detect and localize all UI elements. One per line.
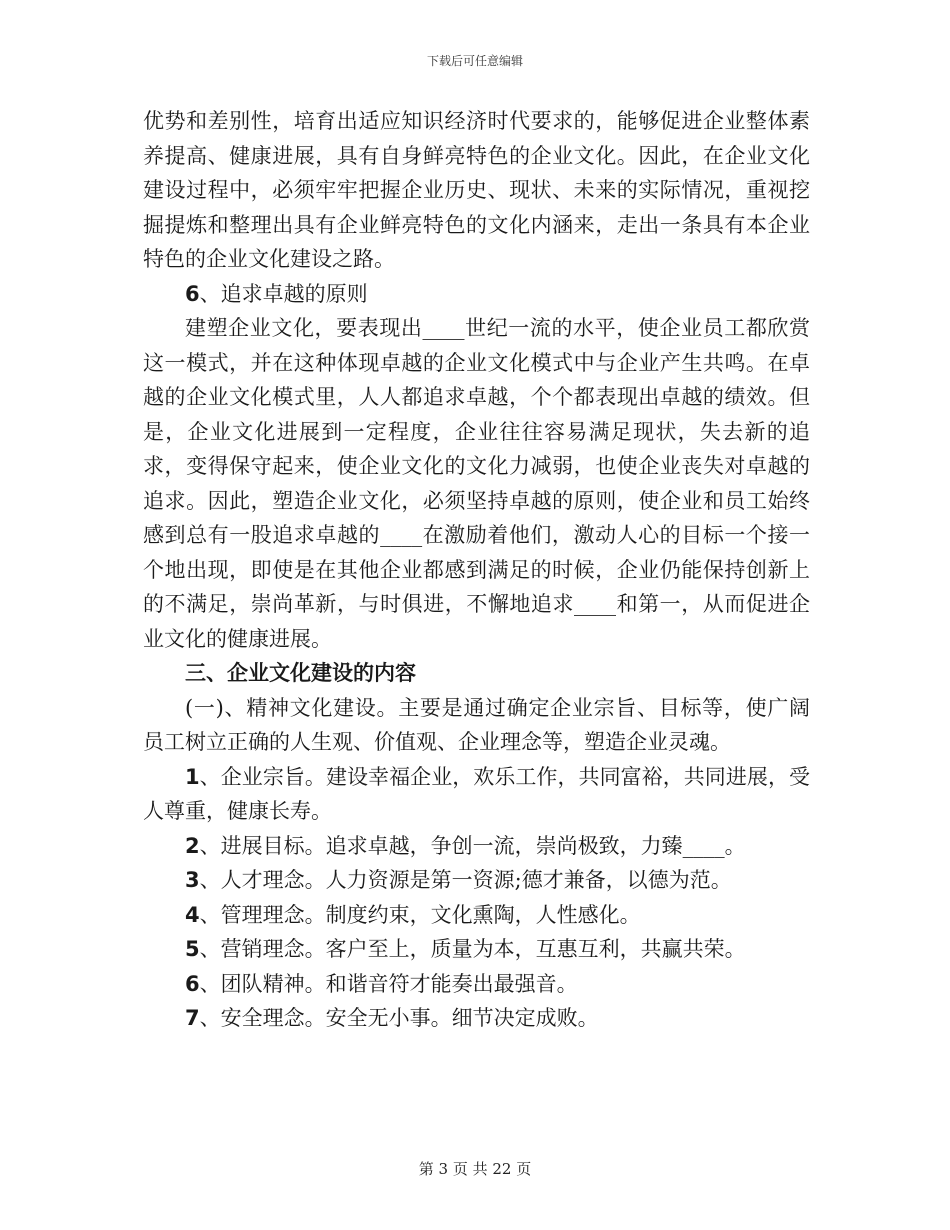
list-item-text: 、营销理念。客户至上，质量为本，互惠互利，共赢共荣。 xyxy=(199,937,746,961)
list-item xyxy=(143,898,810,933)
list-item-number: 3 xyxy=(185,868,200,892)
list-item-number: 6 xyxy=(185,971,200,996)
paragraph-culture-features: 优势和差别性，培育出适应知识经济时代要求的，能够促进企业整体素养提高、健康进展，具有自身鲜亮特色的企业文化。因此，在企业文化建设过程中，必须牢牢把握企业历史、现状、未来的实际情况，重视挖掘提炼和整理出具有企业鲜亮特色的文化内涵来，走出一条具有本企业特色的企业文化建设之路。 xyxy=(143,109,810,271)
list-item-number: 7 xyxy=(185,1006,200,1030)
subheading-excellence-principle xyxy=(143,277,810,312)
list-item-text: 、企业宗旨。建设幸福企业，欢乐工作，共同富裕，共同进展，受人尊重，健康长寿。 xyxy=(143,764,810,823)
list-item-text: 、团队精神。和谐音符才能奏出最强音。 xyxy=(199,971,578,996)
page-header: 下载后可任意编辑 xyxy=(426,54,523,68)
list-item-number: 1 xyxy=(185,764,200,789)
list-item-number: 4 xyxy=(185,902,200,927)
list-item xyxy=(143,863,810,898)
list-item xyxy=(143,760,810,829)
document-body xyxy=(143,104,810,1036)
list-item xyxy=(143,967,810,1002)
list-item-number: 5 xyxy=(185,937,200,961)
subheading-number: 6 xyxy=(185,281,200,306)
subheading-text: 、追求卓越的原则 xyxy=(199,281,368,306)
item-list xyxy=(143,760,810,1036)
list-item xyxy=(143,932,810,967)
list-item-text: 、进展目标。追求卓越，争创一流，崇尚极致，力臻____。 xyxy=(199,833,746,858)
paragraph-spiritual-culture: (一)、精神文化建设。主要是通过确定企业宗旨、目标等，使广阔员工树立正确的人生观、价值观、企业理念等，塑造企业灵魂。 xyxy=(143,695,810,754)
list-item-text: 、安全理念。安全无小事。细节决定成败。 xyxy=(199,1006,599,1030)
section-heading: 三、企业文化建设的内容 xyxy=(185,660,416,685)
list-item-text: 、管理理念。制度约束，文化熏陶，人性感化。 xyxy=(199,902,641,927)
list-item-text: 、人才理念。人力资源是第一资源;德才兼备，以德为范。 xyxy=(199,868,732,892)
page-footer: 第 3 页 共 22 页 xyxy=(418,1160,532,1178)
list-item xyxy=(143,1001,810,1036)
list-item-number: 2 xyxy=(185,833,200,858)
list-item xyxy=(143,829,810,864)
paragraph-excellence: 建塑企业文化，要表现出____世纪一流的水平，使企业员工都欣赏这一模式，并在这种体现卓越的企业文化模式中与企业产生共鸣。在卓越的企业文化模式里，人人都追求卓越，个个都表现出卓越的绩效。但是，企业文化进展到一定程度，企业往往容易满足现状，失去新的追求，变得保守起来，使企业文化的文化力减弱，也使企业丧失对卓越的追求。因此，塑造企业文化，必须坚持卓越的原则，使企业和员工始终感到总有一股追求卓越的____在激励着他们，激动人心的目标一个接一个地出现，即使是在其他企业都感到满足的时候，企业仍能保持创新上的不满足，崇尚革新，与时俱进，不懈地追求____和第一，从而促进企业文化的健康进展。 xyxy=(143,316,810,651)
